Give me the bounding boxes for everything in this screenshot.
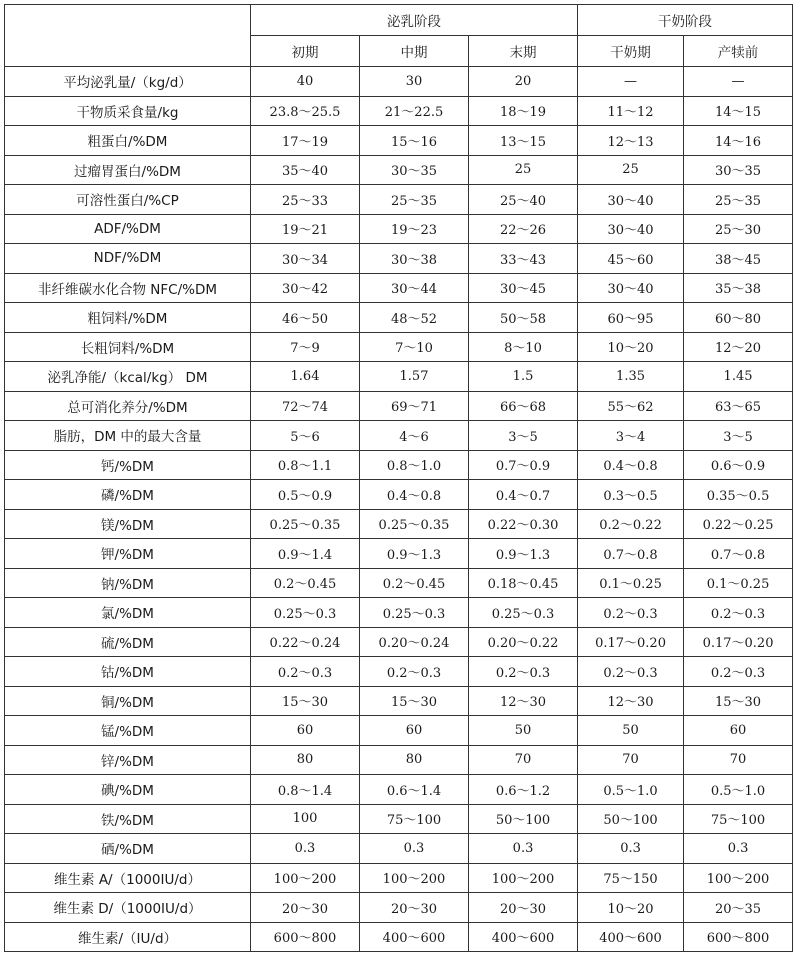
value-cell: 3～4	[578, 421, 684, 451]
value-cell: 12～30	[469, 686, 578, 716]
value-cell: 0.5～1.0	[684, 775, 793, 805]
table-row	[5, 539, 793, 569]
value-cell: 14～15	[684, 96, 793, 126]
table-row	[5, 922, 793, 952]
value-cell: 0.8～1.0	[360, 450, 469, 480]
value-cell: 0.4～0.8	[360, 480, 469, 510]
value-cell: 400～600	[469, 922, 578, 952]
table-header	[5, 5, 793, 67]
value-cell: 69～71	[360, 391, 469, 421]
row-label-cell: 碘/%DM	[5, 775, 251, 805]
row-label-cell: NDF/%DM	[5, 244, 251, 274]
row-label-cell: 磷/%DM	[5, 480, 251, 510]
value-cell: 3～5	[684, 421, 793, 451]
table-row	[5, 155, 793, 185]
value-cell: 60～95	[578, 303, 684, 333]
value-cell: 60～80	[684, 303, 793, 333]
value-cell: 66～68	[469, 391, 578, 421]
value-cell: 8～10	[469, 332, 578, 362]
value-cell: 10～20	[578, 332, 684, 362]
value-cell: 0.25～0.35	[251, 509, 360, 539]
value-cell: 0.18～0.45	[469, 568, 578, 598]
value-cell: 0.3	[684, 834, 793, 864]
value-cell: —	[684, 67, 793, 97]
value-cell: 20～30	[360, 893, 469, 923]
table-row	[5, 568, 793, 598]
row-label-cell: 泌乳净能/（kcal/kg） DM	[5, 362, 251, 392]
table-row	[5, 273, 793, 303]
row-label-cell: 长粗饲料/%DM	[5, 332, 251, 362]
value-cell: 0.6～1.2	[469, 775, 578, 805]
table-row	[5, 332, 793, 362]
value-cell: 100～200	[360, 863, 469, 893]
value-cell: 0.35～0.5	[684, 480, 793, 510]
row-label-cell: 锰/%DM	[5, 716, 251, 746]
row-label-cell: 锌/%DM	[5, 745, 251, 775]
value-cell: 0.2～0.3	[684, 598, 793, 628]
value-cell: 20～30	[469, 893, 578, 923]
value-cell: 0.3	[469, 834, 578, 864]
value-cell: 33～43	[469, 244, 578, 274]
value-cell: 30～45	[469, 273, 578, 303]
value-cell: 0.17～0.20	[684, 627, 793, 657]
value-cell: 0.2～0.3	[469, 657, 578, 687]
value-cell: 22～26	[469, 214, 578, 244]
value-cell: 0.22～0.24	[251, 627, 360, 657]
value-cell: 0.25～0.3	[360, 598, 469, 628]
value-cell: 30～40	[578, 185, 684, 215]
row-label-cell: 铜/%DM	[5, 686, 251, 716]
value-cell: 30～38	[360, 244, 469, 274]
table-row	[5, 421, 793, 451]
value-cell: 0.8～1.1	[251, 450, 360, 480]
row-label-cell: 维生素 A/（1000IU/d）	[5, 863, 251, 893]
table-row	[5, 509, 793, 539]
value-cell: 400～600	[578, 922, 684, 952]
value-cell: 100～200	[469, 863, 578, 893]
value-cell: 12～13	[578, 126, 684, 156]
table-row	[5, 214, 793, 244]
value-cell: 38～45	[684, 244, 793, 274]
value-cell: 0.4～0.8	[578, 450, 684, 480]
value-cell: 70	[684, 745, 793, 775]
value-cell: 30～40	[578, 214, 684, 244]
value-cell: 25～33	[251, 185, 360, 215]
value-cell: 21～22.5	[360, 96, 469, 126]
value-cell: 12～20	[684, 332, 793, 362]
table-row	[5, 362, 793, 392]
value-cell: 25～30	[684, 214, 793, 244]
value-cell: 0.25～0.35	[360, 509, 469, 539]
value-cell: 18～19	[469, 96, 578, 126]
value-cell: 50～100	[578, 804, 684, 834]
value-cell: 0.4～0.7	[469, 480, 578, 510]
value-cell: 10～20	[578, 893, 684, 923]
value-cell: 100～200	[684, 863, 793, 893]
value-cell: 63～65	[684, 391, 793, 421]
value-cell: 0.6～0.9	[684, 450, 793, 480]
value-cell: 7～10	[360, 332, 469, 362]
value-cell: 0.7～0.9	[469, 450, 578, 480]
sub-header-cell: 初期	[251, 36, 360, 67]
table-row	[5, 716, 793, 746]
value-cell: 35～40	[251, 155, 360, 185]
value-cell: 0.2～0.3	[578, 657, 684, 687]
row-label-cell: 钴/%DM	[5, 657, 251, 687]
value-cell: 0.3	[360, 834, 469, 864]
value-cell: 20～35	[684, 893, 793, 923]
value-cell: 75～150	[578, 863, 684, 893]
sub-header-cell: 末期	[469, 36, 578, 67]
value-cell: 0.9～1.3	[360, 539, 469, 569]
value-cell: 600～800	[684, 922, 793, 952]
row-label-cell: 硫/%DM	[5, 627, 251, 657]
table-row	[5, 450, 793, 480]
value-cell: 0.25～0.3	[251, 598, 360, 628]
table-row	[5, 303, 793, 333]
value-cell: 75～100	[360, 804, 469, 834]
value-cell: 12～30	[578, 686, 684, 716]
value-cell: 72～74	[251, 391, 360, 421]
value-cell: 30	[360, 67, 469, 97]
value-cell: 14～16	[684, 126, 793, 156]
document-page	[4, 4, 793, 952]
row-label-cell: 维生素/（IU/d）	[5, 922, 251, 952]
value-cell: 0.9～1.4	[251, 539, 360, 569]
group-header-lactation: 泌乳阶段	[251, 5, 578, 36]
row-label-cell: 平均泌乳量/（kg/d）	[5, 67, 251, 97]
value-cell: 11～12	[578, 96, 684, 126]
value-cell: 19～21	[251, 214, 360, 244]
value-cell: 80	[251, 745, 360, 775]
value-cell: 30～40	[578, 273, 684, 303]
value-cell: 25～35	[360, 185, 469, 215]
value-cell: 0.20～0.22	[469, 627, 578, 657]
value-cell: 600～800	[251, 922, 360, 952]
sub-header-cell: 产犊前	[684, 36, 793, 67]
row-label-cell: 总可消化养分/%DM	[5, 391, 251, 421]
table-row	[5, 126, 793, 156]
value-cell: 0.5～1.0	[578, 775, 684, 805]
value-cell: 0.3	[251, 834, 360, 864]
value-cell: 1.64	[251, 362, 360, 392]
table-row	[5, 863, 793, 893]
table-row	[5, 244, 793, 274]
value-cell: 60	[251, 716, 360, 746]
table-row	[5, 775, 793, 805]
value-cell: 80	[360, 745, 469, 775]
value-cell: 50～100	[469, 804, 578, 834]
value-cell: 400～600	[360, 922, 469, 952]
value-cell: 0.2～0.3	[360, 657, 469, 687]
value-cell: 45～60	[578, 244, 684, 274]
value-cell: 30～35	[360, 155, 469, 185]
row-label-cell: 氯/%DM	[5, 598, 251, 628]
group-header-dry: 干奶阶段	[578, 5, 793, 36]
value-cell: 30～42	[251, 273, 360, 303]
value-cell: 60	[360, 716, 469, 746]
table-body	[5, 67, 793, 952]
value-cell: 48～52	[360, 303, 469, 333]
row-label-cell: 粗蛋白/%DM	[5, 126, 251, 156]
row-label-cell: 过瘤胃蛋白/%DM	[5, 155, 251, 185]
value-cell: 100	[251, 804, 360, 834]
value-cell: 1.57	[360, 362, 469, 392]
sub-header-cell: 中期	[360, 36, 469, 67]
value-cell: 17～19	[251, 126, 360, 156]
value-cell: 0.2～0.3	[684, 657, 793, 687]
row-label-cell: 镁/%DM	[5, 509, 251, 539]
value-cell: 30～34	[251, 244, 360, 274]
table-row	[5, 686, 793, 716]
table-row	[5, 96, 793, 126]
table-row	[5, 598, 793, 628]
value-cell: 0.22～0.30	[469, 509, 578, 539]
value-cell: 20～30	[251, 893, 360, 923]
value-cell: 0.1～0.25	[578, 568, 684, 598]
sub-header-cell: 干奶期	[578, 36, 684, 67]
table-row	[5, 185, 793, 215]
value-cell: 23.8～25.5	[251, 96, 360, 126]
row-label-cell: 钠/%DM	[5, 568, 251, 598]
value-cell: 0.17～0.20	[578, 627, 684, 657]
row-label-cell: 可溶性蛋白/%CP	[5, 185, 251, 215]
table-row	[5, 480, 793, 510]
value-cell: 13～15	[469, 126, 578, 156]
value-cell: 0.3～0.5	[578, 480, 684, 510]
table-row	[5, 627, 793, 657]
value-cell: 7～9	[251, 332, 360, 362]
value-cell: 20	[469, 67, 578, 97]
table-row	[5, 391, 793, 421]
table-row	[5, 657, 793, 687]
value-cell: 0.7～0.8	[578, 539, 684, 569]
table-row	[5, 745, 793, 775]
value-cell: 30～35	[684, 155, 793, 185]
value-cell: 3～5	[469, 421, 578, 451]
value-cell: 0.2～0.3	[578, 598, 684, 628]
value-cell: 70	[469, 745, 578, 775]
value-cell: 5～6	[251, 421, 360, 451]
value-cell: 50～58	[469, 303, 578, 333]
value-cell: —	[578, 67, 684, 97]
value-cell: 25～40	[469, 185, 578, 215]
value-cell: 55～62	[578, 391, 684, 421]
row-label-cell: 维生素 D/（1000IU/d）	[5, 893, 251, 923]
value-cell: 0.9～1.3	[469, 539, 578, 569]
row-label-cell: 铁/%DM	[5, 804, 251, 834]
value-cell: 4～6	[360, 421, 469, 451]
corner-header-cell	[5, 5, 251, 67]
value-cell: 0.3	[578, 834, 684, 864]
value-cell: 0.7～0.8	[684, 539, 793, 569]
value-cell: 0.1～0.25	[684, 568, 793, 598]
value-cell: 19～23	[360, 214, 469, 244]
value-cell: 50	[578, 716, 684, 746]
value-cell: 46～50	[251, 303, 360, 333]
value-cell: 30～44	[360, 273, 469, 303]
value-cell: 25～35	[684, 185, 793, 215]
row-label-cell: 钾/%DM	[5, 539, 251, 569]
value-cell: 15～30	[360, 686, 469, 716]
value-cell: 0.2～0.45	[251, 568, 360, 598]
table-row	[5, 893, 793, 923]
value-cell: 75～100	[684, 804, 793, 834]
value-cell: 15～30	[684, 686, 793, 716]
value-cell: 100～200	[251, 863, 360, 893]
value-cell: 35～38	[684, 273, 793, 303]
value-cell: 1.5	[469, 362, 578, 392]
value-cell: 0.8～1.4	[251, 775, 360, 805]
nutrient-requirements-table	[4, 4, 793, 952]
row-label-cell: 粗饲料/%DM	[5, 303, 251, 333]
value-cell: 25	[578, 155, 684, 185]
value-cell: 0.5～0.9	[251, 480, 360, 510]
value-cell: 50	[469, 716, 578, 746]
value-cell: 15～16	[360, 126, 469, 156]
value-cell: 0.22～0.25	[684, 509, 793, 539]
row-label-cell: 干物质采食量/kg	[5, 96, 251, 126]
row-label-cell: 非纤维碳水化合物 NFC/%DM	[5, 273, 251, 303]
value-cell: 15～30	[251, 686, 360, 716]
row-label-cell: 硒/%DM	[5, 834, 251, 864]
value-cell: 1.35	[578, 362, 684, 392]
value-cell: 0.2～0.22	[578, 509, 684, 539]
value-cell: 60	[684, 716, 793, 746]
table-row	[5, 834, 793, 864]
value-cell: 0.2～0.3	[251, 657, 360, 687]
value-cell: 0.20～0.24	[360, 627, 469, 657]
value-cell: 25	[469, 155, 578, 185]
row-label-cell: ADF/%DM	[5, 214, 251, 244]
value-cell: 0.2～0.45	[360, 568, 469, 598]
row-label-cell: 钙/%DM	[5, 450, 251, 480]
value-cell: 70	[578, 745, 684, 775]
table-row	[5, 804, 793, 834]
group-header-row	[5, 5, 793, 36]
value-cell: 1.45	[684, 362, 793, 392]
value-cell: 0.6～1.4	[360, 775, 469, 805]
value-cell: 40	[251, 67, 360, 97]
value-cell: 0.25～0.3	[469, 598, 578, 628]
table-row	[5, 67, 793, 97]
row-label-cell: 脂肪，DM 中的最大含量	[5, 421, 251, 451]
